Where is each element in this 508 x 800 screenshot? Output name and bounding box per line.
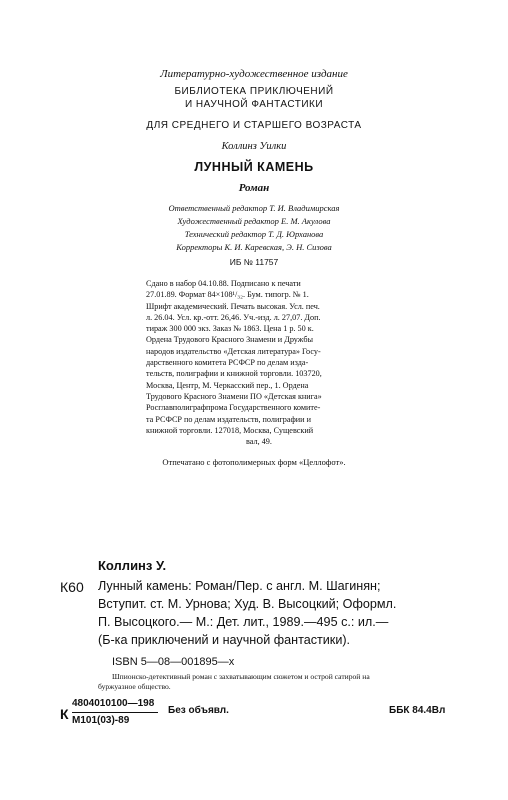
bibliography-author: Коллинз У.	[98, 558, 167, 573]
colophon-line: Сдано в набор 04.10.88. Подписано к печати	[146, 279, 301, 288]
k-letter: К	[60, 706, 69, 722]
book-title: ЛУННЫЙ КАМЕНЬ	[194, 160, 314, 174]
credit-line: Художественный редактор Е. М. Акулова	[177, 216, 331, 226]
credit-line: Корректоры К. И. Каревская, Э. Н. Сизова	[176, 242, 332, 252]
colophon-line: Росглавполиграфпрома Государственного комите-	[146, 403, 321, 413]
colophon-line: Трудового Красного Знамени ПО «Детская книга»	[146, 391, 322, 401]
annotation-line: буржуазное общество.	[98, 682, 171, 691]
colophon-text	[146, 278, 372, 447]
colophon-line: л. 26.04. Усл. кр.-отт. 26,46. Уч.-изд. л. 27,07. Доп.	[146, 312, 321, 322]
bibliography-line: Лунный камень: Роман/Пер. с англ. М. Шагинян;	[98, 579, 381, 593]
colophon-line: тираж 300 000 экз. Заказ № 1863. Цена 1 р. 50 к.	[146, 324, 314, 334]
printed-note: Отпечатано с фотополимерных форм «Целлофот».	[162, 457, 346, 467]
colophon-line: книжной торговли. 127018, Москва, Сущевский	[146, 425, 314, 435]
colophon-line: вал, 49.	[246, 437, 272, 447]
shelf-code: К60	[60, 579, 84, 595]
k-code-top: 4804010100—198	[72, 698, 155, 709]
no-announcement: Без объявл.	[168, 705, 229, 716]
publisher-note: Литературно-художественное издание	[160, 68, 348, 80]
bibliography-line: Вступит. ст. М. Урнова; Худ. В. Высоцкий; Оформл.	[98, 597, 397, 611]
ib-number: ИБ № 11757	[229, 257, 279, 267]
colophon-line: Москва, Центр, М. Черкасский пер., 1. Ордена	[146, 380, 309, 390]
k-code-bottom: М101(03)-89	[72, 715, 130, 726]
series-line-1: БИБЛИОТЕКА ПРИКЛЮЧЕНИЙ	[174, 86, 334, 97]
bbk-code: ББК 84.4Вл	[389, 705, 446, 716]
credit-line: Ответственный редактор Т. И. Владимирская	[168, 203, 340, 213]
isbn: ISBN 5—08—001895—х	[112, 656, 235, 668]
colophon-line: 27.01.89. Формат 84×108¹/₃₂. Бум. типогр. № 1.	[146, 290, 309, 300]
fraction-rule	[72, 712, 158, 713]
bibliography-line: (Б-ка приключений и научной фантастики).	[98, 633, 351, 647]
colophon-line: тельств, полиграфии и книжной торговли. 103720,	[146, 369, 322, 379]
genre-label: Роман	[238, 182, 270, 194]
colophon-line: дарственного комитета РСФСР по делам изда-	[146, 358, 309, 368]
colophon-line: Шрифт академический. Печать высокая. Усл. печ.	[146, 301, 320, 311]
colophon-line: народов издательство «Детская литература» Госу-	[146, 346, 321, 356]
author-name: Коллинз Уилки	[221, 141, 287, 152]
bibliography-line: П. Высоцкого.— М.: Дет. лит., 1989.—495 с.: ил.—	[98, 615, 389, 629]
colophon-line: та РСФСР по делам издательств, полиграфии и	[146, 414, 311, 424]
series-line-2: И НАУЧНОЙ ФАНТАСТИКИ	[184, 99, 324, 110]
credit-line: Технический редактор Т. Д. Юрханова	[184, 229, 324, 239]
annotation-line: Шпионско-детективный роман с захватывающим сюжетом и острой сатирой на	[112, 672, 370, 681]
colophon-line: Ордена Трудового Красного Знамени и Дружбы	[146, 335, 314, 345]
audience-line: ДЛЯ СРЕДНЕГО И СТАРШЕГО ВОЗРАСТА	[146, 120, 362, 131]
